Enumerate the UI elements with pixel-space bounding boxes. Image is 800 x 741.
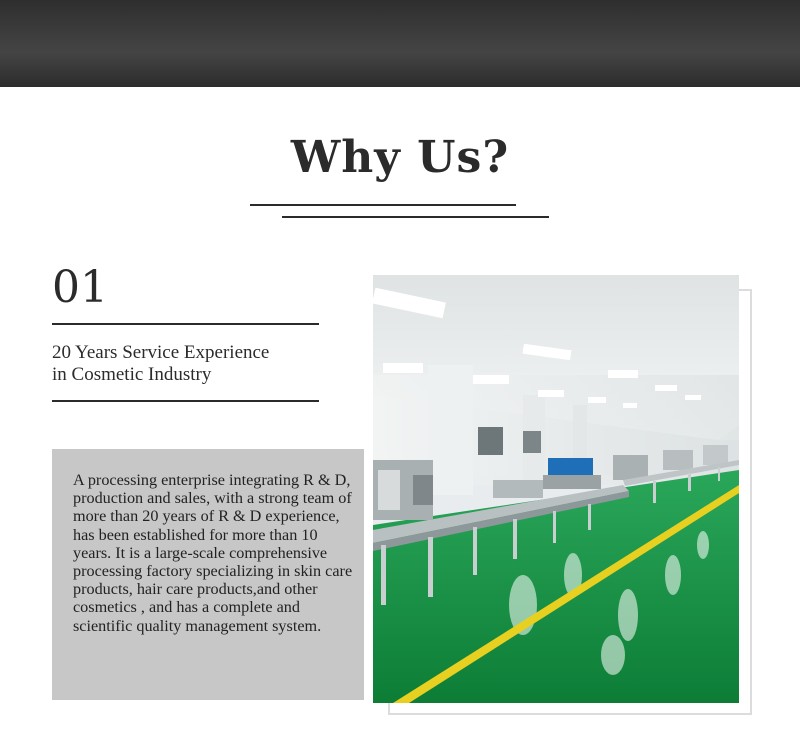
description-panel bbox=[52, 449, 364, 700]
feature-number: 01 bbox=[52, 262, 108, 313]
feature-divider-bottom bbox=[52, 400, 319, 402]
factory-photo bbox=[373, 275, 739, 703]
title-divider-lower bbox=[282, 216, 549, 218]
feature-divider-top bbox=[52, 323, 319, 325]
description-text: A processing enterprise integrating R & D, production and sales, with a strong team of more than 20 years of R & D experience, has been established for more than 10 years. It is a large-scale comprehensive processing factory specializing in skin care products, hair care products,and other cosmetics , and has a complete and scientific quality management system. bbox=[73, 471, 353, 635]
feature-title bbox=[52, 342, 342, 386]
section-title: Why Us? bbox=[290, 132, 510, 183]
feature-title-text: 20 Years Service Experience in Cosmetic Industry bbox=[52, 342, 270, 385]
top-banner-bar bbox=[0, 0, 800, 87]
title-divider-upper bbox=[250, 204, 516, 206]
